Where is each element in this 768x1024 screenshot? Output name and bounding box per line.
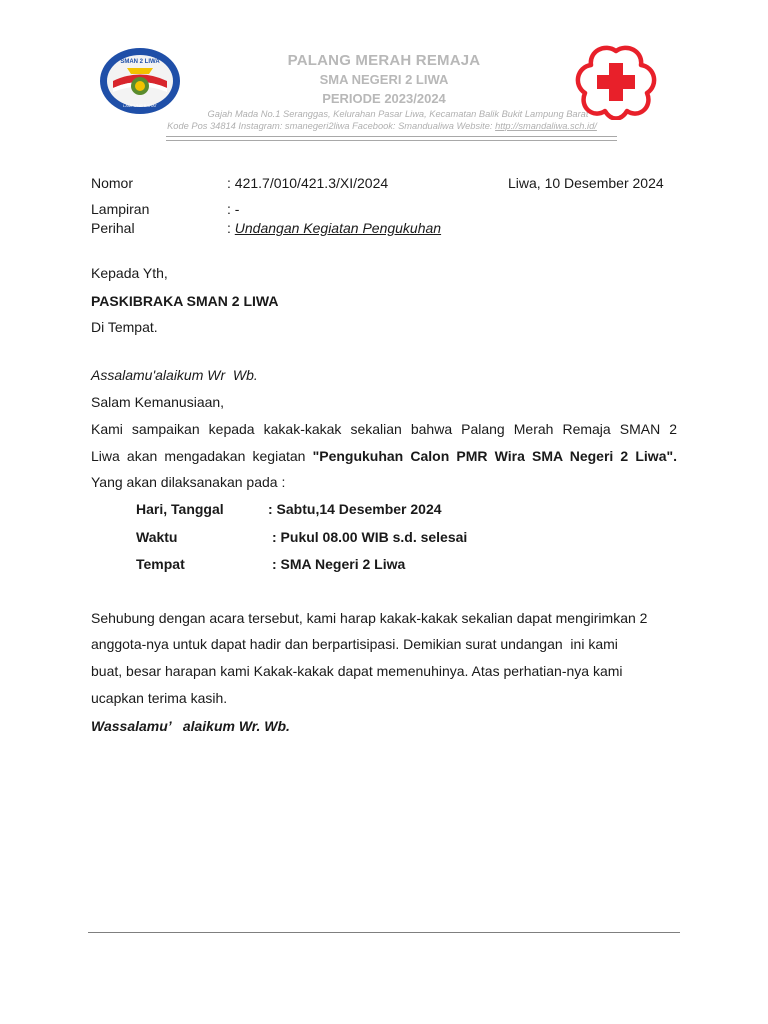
salam-closing: Wassalamu’ alaikum Wr. Wb. bbox=[91, 718, 290, 734]
salam-opening: Assalamu'alaikum Wr Wb. bbox=[91, 367, 258, 383]
website-link[interactable]: http://smandaliwa.sch.id/ bbox=[495, 121, 597, 131]
perihal-colon: : bbox=[227, 220, 235, 236]
paragraph-1-line-1: Kami sampaikan kepada kakak-kakak sekalian bahwa Palang Merah Remaja SMAN 2 bbox=[91, 421, 677, 437]
detail-label-place: Tempat bbox=[136, 556, 185, 572]
school-logo-subtext: LAMPUNG BARAT bbox=[123, 103, 157, 108]
header-rule-top bbox=[166, 136, 617, 137]
detail-label-time: Waktu bbox=[136, 529, 178, 545]
paragraph-1-line-2-text: Liwa akan mengadakan kegiatan bbox=[91, 448, 313, 464]
perihal-label: Perihal bbox=[91, 220, 135, 236]
school-name: SMA NEGERI 2 LIWA bbox=[319, 72, 449, 87]
event-name: "Pengukuhan Calon PMR Wira SMA Negeri 2 Liwa" bbox=[312, 448, 674, 464]
org-name: PALANG MERAH REMAJA bbox=[287, 52, 481, 69]
paragraph-1-line-2 bbox=[91, 447, 677, 465]
red-cross-logo-icon bbox=[575, 45, 657, 120]
detail-value-time: : Pukul 08.00 WIB s.d. selesai bbox=[272, 529, 468, 545]
letter-date: Liwa, 10 Desember 2024 bbox=[508, 175, 664, 191]
address-line-1: Gajah Mada No.1 Seranggas, Kelurahan Pasar Liwa, Kecamatan Balik Bukit Lampung Barat bbox=[207, 109, 589, 119]
paragraph-2-line-1: Sehubung dengan acara tersebut, kami harap kakak-kakak sekalian dapat mengirimkan 2 bbox=[91, 610, 648, 626]
lampiran-value: : - bbox=[227, 201, 240, 217]
header-rule-bottom bbox=[166, 140, 617, 141]
event-name-period: . bbox=[673, 448, 678, 464]
perihal-value: Undangan Kegiatan Pengukuhan bbox=[234, 220, 442, 236]
address-line-2-text: Kode Pos 34814 Instagram: smanegeri2liwa Facebook: Smandualiwa Website: bbox=[167, 121, 496, 131]
period-label: PERIODE 2023/2024 bbox=[322, 91, 446, 106]
detail-value-date: : Sabtu,14 Desember 2024 bbox=[268, 501, 442, 517]
perihal-field bbox=[227, 219, 441, 237]
recipient-greeting: Kepada Yth, bbox=[91, 265, 168, 281]
nomor-value: : 421.7/010/421.3/XI/2024 bbox=[227, 175, 389, 191]
paragraph-2-line-3: buat, besar harapan kami Kakak-kakak dapat memenuhinya. Atas perhatian-nya kami bbox=[91, 663, 623, 679]
detail-value-place: : SMA Negeri 2 Liwa bbox=[272, 556, 406, 572]
detail-label-date: Hari, Tanggal bbox=[136, 501, 224, 517]
recipient-name: PASKIBRAKA SMAN 2 LIWA bbox=[91, 293, 279, 309]
nomor-label: Nomor bbox=[91, 175, 134, 191]
school-logo-text: SMAN 2 LIWA bbox=[120, 59, 160, 65]
address-line-2 bbox=[0, 121, 766, 131]
paragraph-2-line-4: ucapkan terima kasih. bbox=[91, 690, 228, 706]
paragraph-2-line-2: anggota-nya untuk dapat hadir dan berpartisipasi. Demikian surat undangan ini kami bbox=[91, 636, 618, 652]
paragraph-1-line-3: Yang akan dilaksanakan pada : bbox=[91, 474, 286, 490]
footer-rule bbox=[88, 932, 680, 933]
lampiran-label: Lampiran bbox=[91, 201, 150, 217]
recipient-place: Di Tempat. bbox=[91, 319, 158, 335]
salam-kemanusiaan: Salam Kemanusiaan, bbox=[91, 394, 225, 410]
